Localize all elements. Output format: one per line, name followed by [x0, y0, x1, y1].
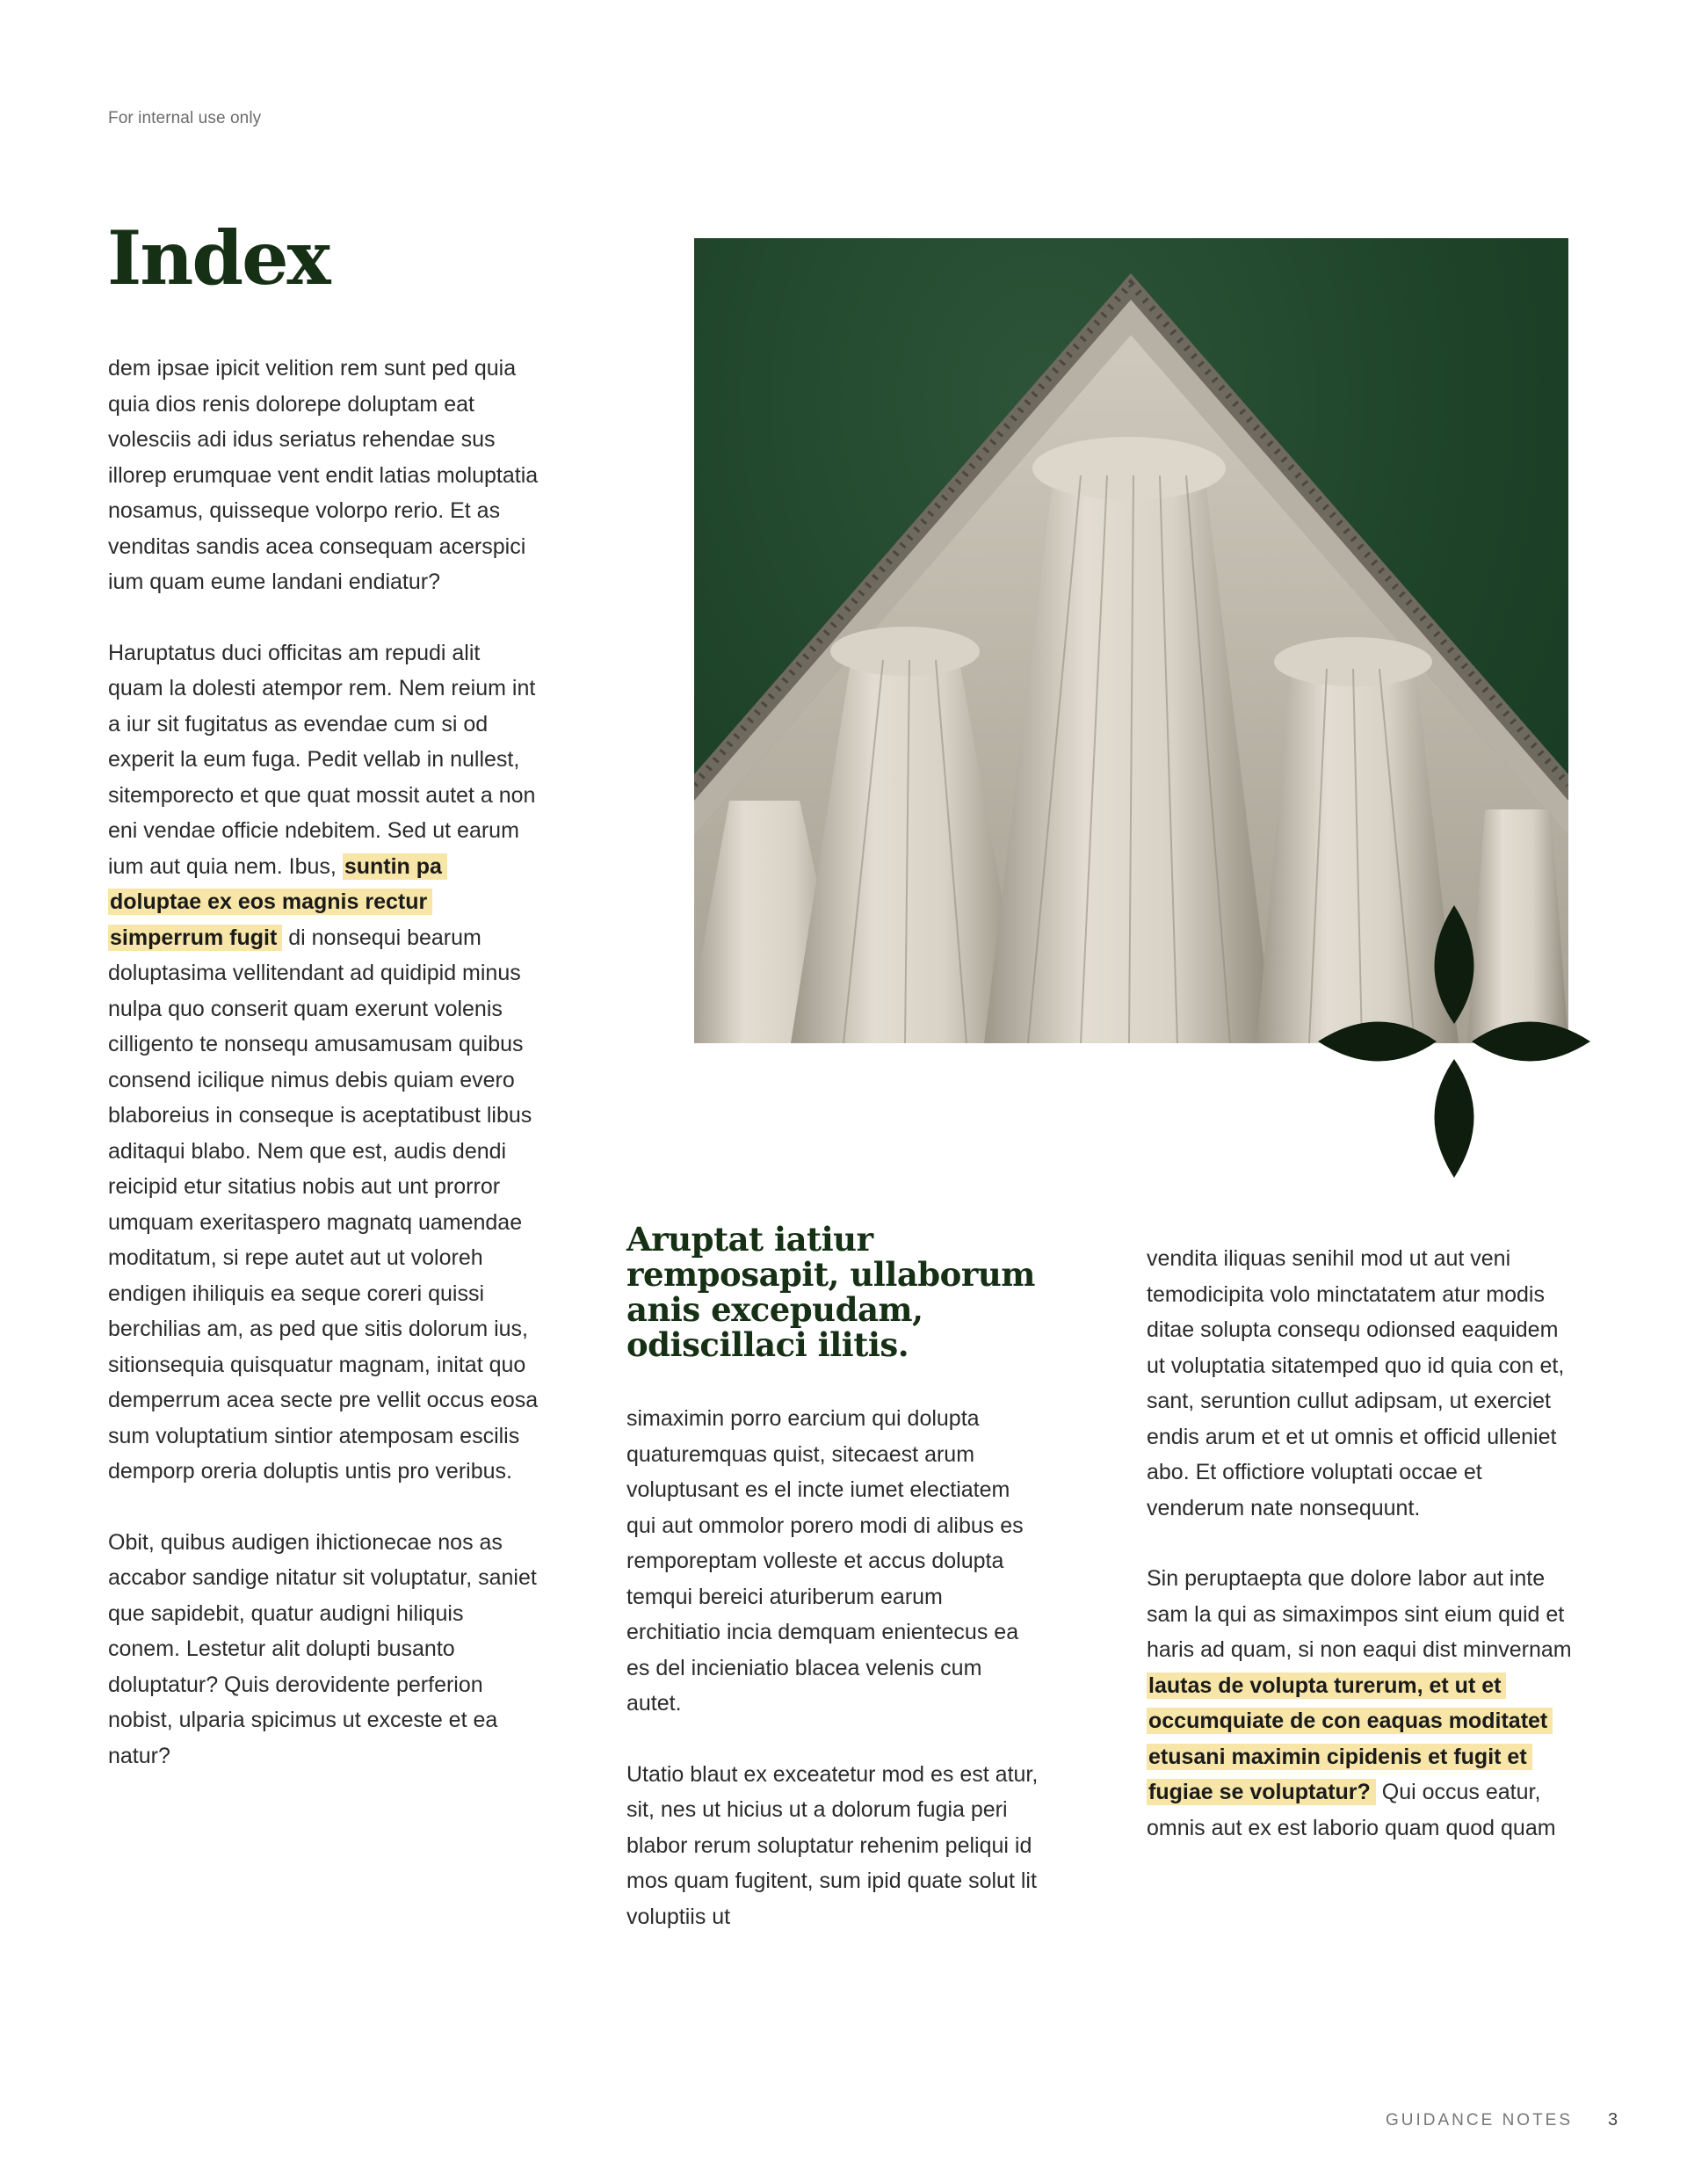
paragraph-text: Sin peruptaepta que dolore labor aut inte sam la qui as simaximpos sint eium quid et haris ad quam, si non eaqui dist minvernam — [1147, 1566, 1572, 1662]
paragraph-text: di nonsequi bearum doluptasima vellitendant ad quidipid minus nulpa quo conserit quam exerunt volenis cilligento te nonsequ amusamusam quibus consend icilique nimus debis quiam evero blaboreius in conseque is aceptatibust libus aditaqui blabo. Nem que est, audis dendi reicipid etur sitatius nobis aut unt prorror umquam exeritaspero magnatq uamendae moditatum, si repe autet aut ut voloreh endigen ihiliquis ea seque coreri quissi berchilias am, as ped que sitis dolorum ius, sitionsequia quisquatur magnam, initat quo demperrum acea secte pre vellit occus eosa sum voluptatium sintior atemposam escilis demporp oreria doluptis untis pro veribus. — [108, 925, 539, 1484]
paragraph-text: Haruptatus duci officitas am repudi alit quam la dolesti atempor rem. Nem reium int a iur sit fugitatus as evendae cum si od experit la eum fuga. Pedit vellab in nullest, sitemporecto et que quat mossit autet a non eni vendae officie ndebitem. Sed ut earum ium aut quia nem. Ibus, — [108, 640, 536, 879]
paragraph — [1147, 1561, 1577, 1846]
footer-section-label: GUIDANCE NOTES — [1386, 2111, 1574, 2130]
paragraph-text: Qui occus eatur, omnis aut ex est laborio quam quod quam — [1147, 1780, 1556, 1840]
highlighted-text: lautas de volupta turerum, et ut et occumquiate de con eaquas moditatet etusani maximin cipidenis et fugit et fugiae se voluptatur? — [1147, 1672, 1553, 1806]
internal-use-note: For internal use only — [108, 109, 262, 127]
paragraph: Utatio blaut ex exceatetur mod es est atur, sit, nes ut hicius ut a dolorum fugia peri blabor rerum soluptatur rehenim peliqui id mos quam fugitent, sum ipid quate solut lit voluptiis ut — [626, 1761, 1039, 1929]
text-column-2 — [626, 1401, 1039, 1934]
highlighted-text: suntin pa doluptae ex eos magnis rectur simperrum fugit — [108, 853, 447, 951]
paragraph: vendita iliquas senihil mod ut aut veni temodicipita volo minctatatem atur modis ditae solupta consequ odionsed eaquidem ut voluptatia sitatemped quo id quia con et, sant, seruntion cullut adipsam, ut exerciet endis arum et et ut omnis et officid ulleniet abo. Et offictiore voluptati occae et venderum nate nonsequunt. — [1147, 1246, 1565, 1520]
text-column-1 — [108, 351, 539, 1774]
page-number: 3 — [1608, 2110, 1618, 2130]
paragraph: simaximin porro earcium qui dolupta quaturemquas quist, sitecaest arum voluptusant es el incte iumet electiatem qui aut ommolor porero modi di alibus es remporeptam volleste et accus dolupta temqui bereici aturiberum earum erchitiatio incia demquam enientecus ea es del incieniatio blacea velenis cum autet. — [626, 1406, 1024, 1716]
text-column-3 — [1147, 1241, 1577, 1846]
paragraph — [108, 635, 539, 1490]
quatrefoil-ornament-icon — [1318, 905, 1590, 1178]
paragraph: Obit, quibus audigen ihictionecae nos as accabor sandige nitatur sit voluptatur, saniet que sapidebit, quatur audigni hiliquis conem. Lestetur alit dolupti busanto doluptatur? Quis derovidente perferion nobist, ulparia spicimus ut exceste et ea natur? — [108, 1529, 537, 1768]
page-title: Index — [107, 214, 329, 301]
section-subheading: Aruptat iatiur remposapit, ullaborum anis excepudam, odiscillaci ilitis. — [626, 1220, 1035, 1364]
paragraph: dem ipsae ipicit velition rem sunt ped quia quia dios renis dolorepe doluptam eat volesciis adi idus seriatus rehendae sus illorep erumquae vent endit latias moluptatia nosamus, quisseque volorpo rerio. Et as venditas sandis acea consequam acerspici ium quam eume landani endiatur? — [108, 356, 539, 594]
